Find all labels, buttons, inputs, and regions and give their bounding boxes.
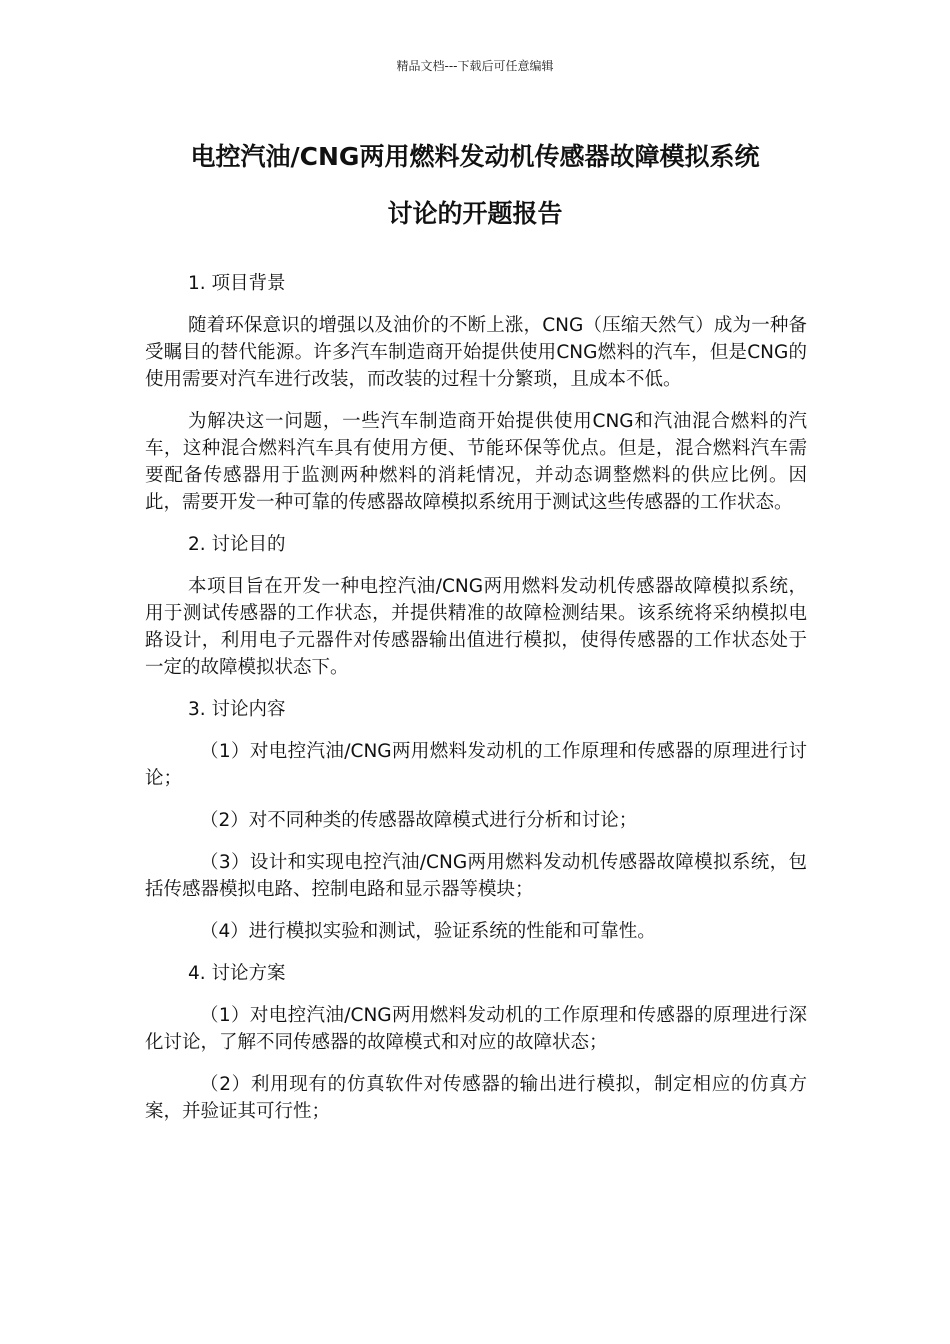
section-heading-plan: 4. 讨论方案 — [188, 963, 286, 984]
plan-item-1: （1）对电控汽油/CNG两用燃料发动机的工作原理和传感器的原理进行深化讨论，了解不同传感器的故障模式和对应的故障状态； — [145, 1005, 807, 1053]
section-heading-background: 1. 项目背景 — [188, 273, 286, 294]
section-heading-purpose: 2. 讨论目的 — [188, 534, 286, 555]
content-item-1: （1）对电控汽油/CNG两用燃料发动机的工作原理和传感器的原理进行讨论； — [145, 741, 807, 789]
document-body — [145, 270, 807, 1140]
document-title-line-2: 讨论的开题报告 — [387, 199, 563, 228]
section-heading-content: 3. 讨论内容 — [188, 699, 286, 720]
content-item-4: （4）进行模拟实验和测试，验证系统的性能和可靠性。 — [200, 921, 656, 942]
document-title-line-1: 电控汽油/CNG两用燃料发动机传感器故障模拟系统 — [190, 142, 760, 171]
content-item-2: （2）对不同种类的传感器故障模式进行分析和讨论； — [200, 810, 638, 831]
paragraph-background-2: 为解决这一问题，一些汽车制造商开始提供使用CNG和汽油混合燃料的汽车，这种混合燃料汽车具有使用方便、节能环保等优点。但是，混合燃料汽车需要配备传感器用于监测两种燃料的消耗情况，并动态调整燃料的供应比例。因此，需要开发一种可靠的传感器故障模拟系统用于测试这些传感器的工作状态。 — [145, 411, 807, 513]
page-header: 精品文档---下载后可任意编辑 — [396, 59, 554, 73]
plan-item-2: （2）利用现有的仿真软件对传感器的输出进行模拟，制定相应的仿真方案，并验证其可行性； — [145, 1074, 807, 1122]
paragraph-purpose: 本项目旨在开发一种电控汽油/CNG两用燃料发动机传感器故障模拟系统，用于测试传感器的工作状态，并提供精准的故障检测结果。该系统将采纳模拟电路设计，利用电子元器件对传感器输出值进行模拟，使得传感器的工作状态处于一定的故障模拟状态下。 — [145, 576, 807, 678]
paragraph-background-1: 随着环保意识的增强以及油价的不断上涨，CNG（压缩天然气）成为一种备受瞩目的替代能源。许多汽车制造商开始提供使用CNG燃料的汽车，但是CNG的使用需要对汽车进行改装，而改装的过程十分繁琐，且成本不低。 — [145, 315, 807, 390]
content-item-3: （3）设计和实现电控汽油/CNG两用燃料发动机传感器故障模拟系统，包括传感器模拟电路、控制电路和显示器等模块； — [145, 852, 807, 900]
